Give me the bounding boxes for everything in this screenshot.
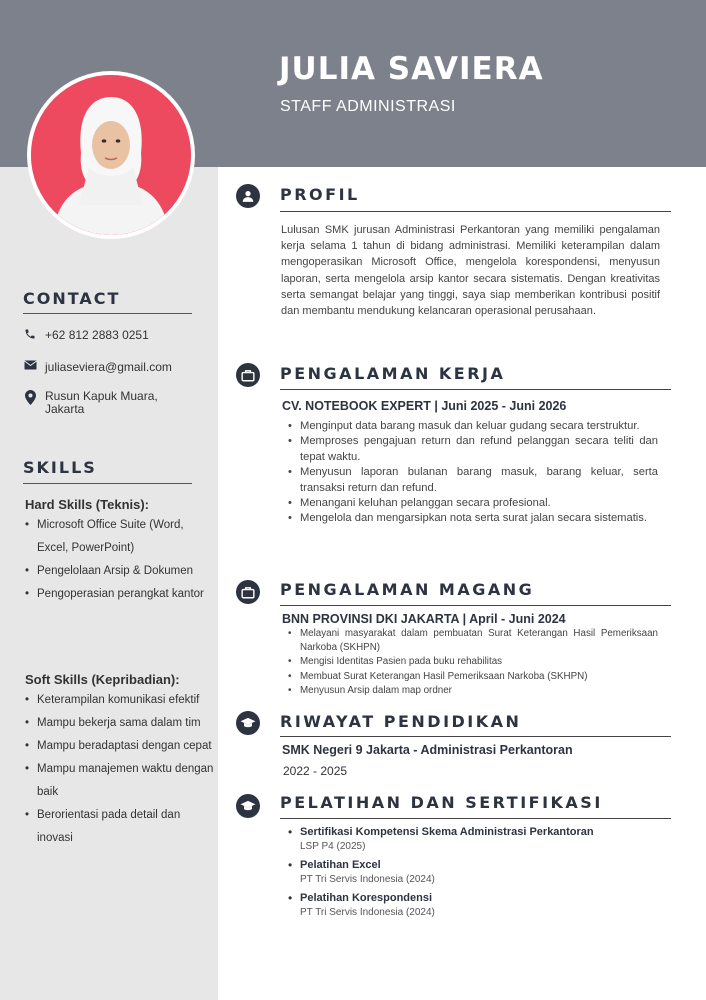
education-heading: RIWAYAT PENDIDIKAN — [280, 712, 522, 731]
list-item: • Mampu beradaptasi dengan cepat — [25, 735, 215, 758]
training-list — [288, 825, 658, 924]
profile-summary: Lulusan SMK jurusan Administrasi Perkantoran yang memiliki pengalaman kerja selama 1 tahun di bidang administrasi. Memiliki keterampilan dalam mengoperasikan Microsoft Office, mengelola korespondensi, menyusun laporan, serta mengelola arsip kantor secara sistematis. Dengan kreativitas serta semangat belajar yang tinggi, saya siap memberikan kontribusi positif dan membantu mendukung kelancaran operasional perusahaan. — [281, 224, 660, 318]
list-item: • Pengelolaan Arsip & Dokumen — [25, 560, 215, 583]
list-item: • Mengisi Identitas Pasien pada buku rehabilitas — [288, 655, 658, 669]
email-icon — [23, 360, 37, 370]
work-title: CV. NOTEBOOK EXPERT | Juni 2025 - Juni 2026 — [282, 399, 567, 413]
certificate-title: • Pelatihan Korespondensi — [300, 892, 433, 904]
list-item: • Microsoft Office Suite (Word, Excel, PowerPoint) — [25, 514, 215, 560]
skills-heading: SKILLS — [23, 458, 97, 477]
education-years: 2022 - 2025 — [283, 764, 348, 778]
list-item: • Mampu bekerja sama dalam tim — [25, 712, 215, 735]
certificate-issuer: LSP P4 (2025) — [300, 841, 366, 852]
candidate-name: JULIA SAVIERA — [279, 51, 544, 87]
certificate-issuer: PT Tri Servis Indonesia (2024) — [300, 907, 435, 918]
certificate-title: • Pelatihan Excel — [300, 859, 381, 871]
internship-heading: PENGALAMAN MAGANG — [280, 580, 535, 599]
work-heading: PENGALAMAN KERJA — [280, 364, 506, 383]
contact-email — [23, 360, 172, 374]
profile-divider — [280, 211, 671, 212]
list-item: • Mampu manajemen waktu dengan baik — [25, 758, 215, 804]
list-item: • Menangani keluhan pelanggan secara profesional. — [288, 496, 658, 511]
list-item: • Pengoperasian perangkat kantor — [25, 583, 215, 606]
training-heading: PELATIHAN DAN SERTIFIKASI — [280, 793, 603, 812]
phone-icon — [23, 328, 37, 340]
profile-heading: PROFIL — [280, 185, 360, 204]
person-photo-icon — [31, 75, 191, 235]
work-duties-list — [288, 419, 658, 527]
address-line-2: Jakarta — [45, 402, 85, 416]
internship-duties-list — [288, 627, 658, 698]
education-school: SMK Negeri 9 Jakarta - Administrasi Perkantoran — [282, 743, 573, 757]
list-item: • Berorientasi pada detail dan inovasi — [25, 804, 215, 850]
internship-title: BNN PROVINSI DKI JAKARTA | April - Juni 2024 — [282, 612, 566, 626]
certificate-issuer: PT Tri Servis Indonesia (2024) — [300, 874, 435, 885]
soft-skills-heading: Soft Skills (Kepribadian): — [25, 672, 180, 687]
list-item: • Menyusun laporan bulanan barang masuk, barang keluar, serta transaksi return dan refund. — [288, 465, 658, 496]
internship-divider — [280, 605, 671, 606]
email-text: juliaseviera@gmail.com — [45, 360, 172, 374]
contact-phone — [23, 328, 149, 342]
education-divider — [280, 736, 671, 737]
list-item: • Keterampilan komunikasi efektif — [25, 689, 215, 712]
certificate-title: • Sertifikasi Kompetensi Skema Administrasi Perkantoran — [300, 826, 594, 838]
work-divider — [280, 389, 671, 390]
list-item — [288, 858, 658, 886]
list-item — [288, 891, 658, 919]
list-item: • Memproses pengajuan return dan refund pelanggan secara teliti dan tepat waktu. — [288, 434, 658, 465]
phone-text: +62 812 2883 0251 — [45, 328, 149, 342]
profile-photo — [27, 71, 195, 239]
skills-divider — [23, 483, 192, 484]
briefcase-icon — [236, 580, 260, 604]
training-divider — [280, 818, 671, 819]
contact-heading: CONTACT — [23, 289, 121, 308]
list-item: • Menginput data barang masuk dan keluar gudang secara terstruktur. — [288, 419, 658, 434]
list-item — [288, 825, 658, 853]
briefcase-icon — [236, 363, 260, 387]
list-item: • Mengelola dan mengarsipkan nota serta surat jalan secara sistematis. — [288, 511, 658, 526]
hard-skills-heading: Hard Skills (Teknis): — [25, 497, 150, 512]
contact-address — [23, 390, 158, 416]
soft-skills-list — [25, 689, 215, 850]
list-item: • Melayani masyarakat dalam pembuatan Surat Keterangan Hasil Pemeriksaan Narkoba (SKHPN) — [288, 627, 658, 655]
candidate-role: STAFF ADMINISTRASI — [280, 98, 456, 115]
list-item: • Membuat Surat Keterangan Hasil Pemeriksaan Narkoba (SKHPN) — [288, 670, 658, 684]
list-item: • Menyusun Arsip dalam map ordner — [288, 684, 658, 698]
hard-skills-list — [25, 514, 215, 606]
location-pin-icon — [23, 390, 37, 405]
contact-divider — [23, 313, 192, 314]
graduation-cap-icon — [236, 794, 260, 818]
person-icon — [236, 184, 260, 208]
address-line-1: Rusun Kapuk Muara, — [45, 389, 158, 403]
graduation-cap-icon — [236, 711, 260, 735]
